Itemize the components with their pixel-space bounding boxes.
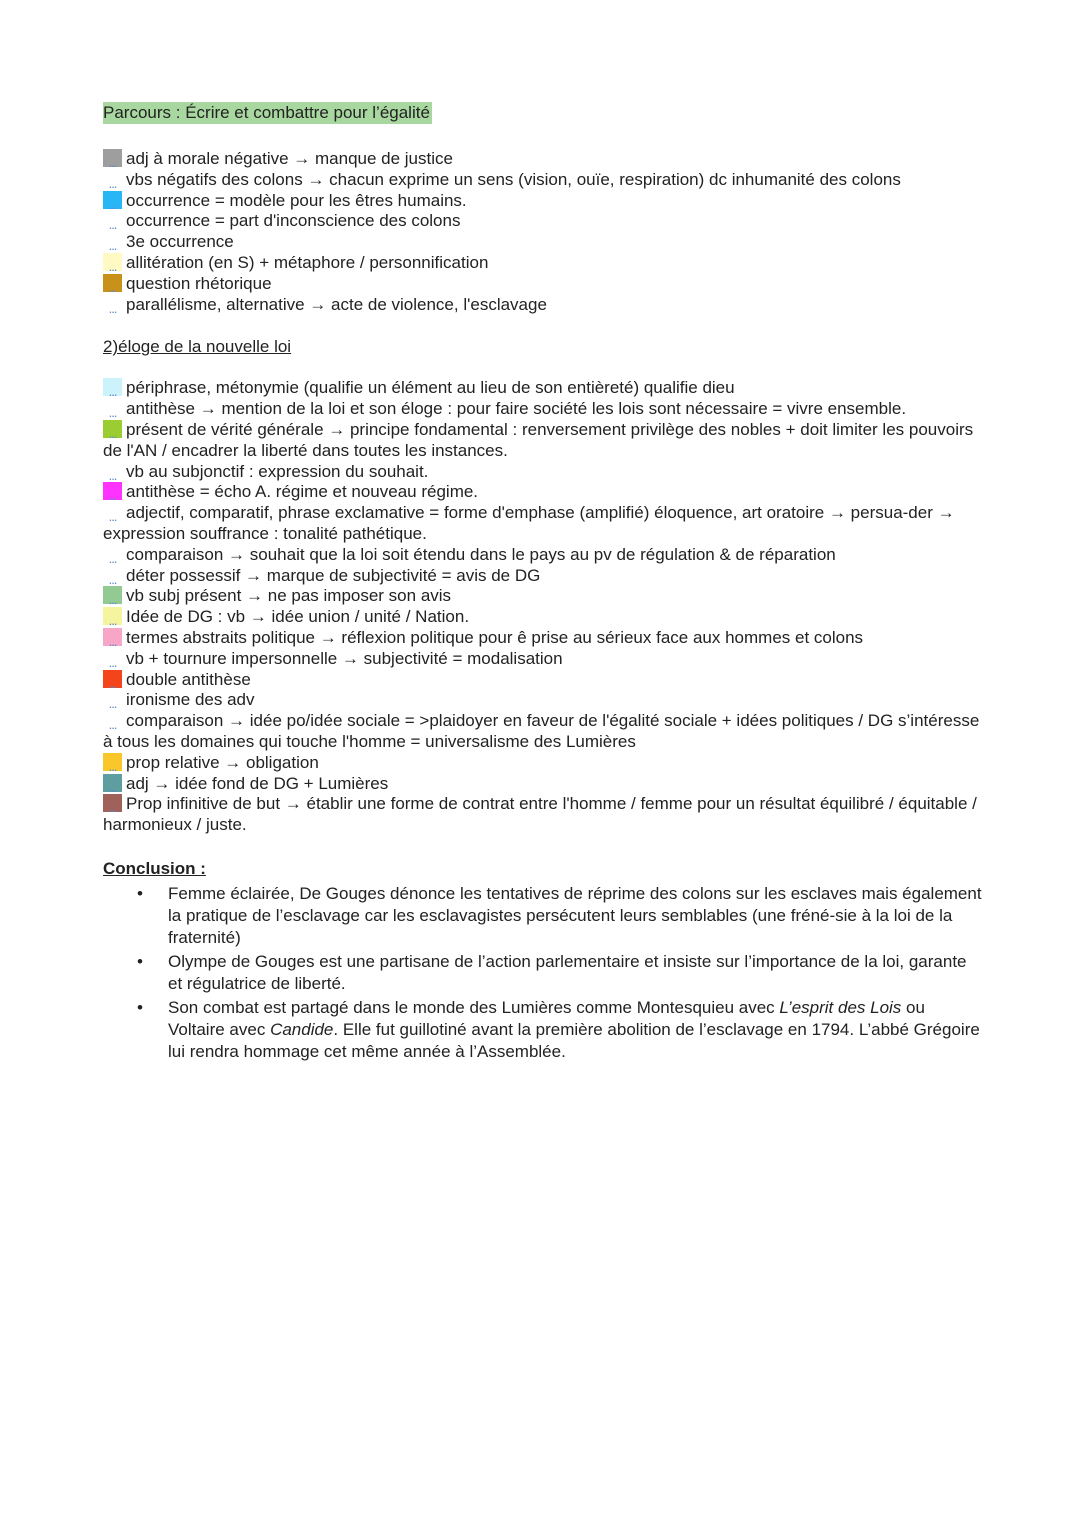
bullet-icon: • — [137, 997, 143, 1017]
analysis-list-2 — [103, 378, 983, 836]
conclusion-text: Femme éclairée, De Gouges dénonce les tentatives de réprime des colons sur les esclaves mais également la pratique de l’esclavage car les esclavagistes persécutent leurs semblables (une fréné-sie à la loi de la fraternité) — [168, 883, 982, 947]
annotation-row — [103, 670, 983, 691]
annotation-row — [103, 607, 983, 628]
annotation-row — [103, 566, 983, 587]
annotation-row — [103, 399, 983, 420]
annotation-row — [103, 295, 983, 316]
highlight-swatch: ... — [108, 509, 117, 525]
annotation-text: antithèse → mention de la loi et son éloge : pour faire société les lois sont nécessaire = vivre ensemble. — [126, 399, 907, 419]
analysis-list-1 — [103, 149, 983, 315]
page-title: Parcours : Écrire et combattre pour l’égalité — [103, 103, 430, 122]
annotation-row — [103, 711, 983, 753]
annotation-row — [103, 794, 983, 836]
annotation-text: adjectif, comparatif, phrase exclamative = forme d'emphase (amplifié) éloquence, art oratoire → persua-der → expression souffrance : tonalité pathétique. — [103, 503, 955, 543]
annotation-row — [103, 211, 983, 232]
highlight-swatch: ... — [103, 774, 122, 792]
conclusion-text: Son combat est partagé dans le monde des Lumières comme Montesquieu avec — [168, 997, 780, 1017]
bullet-icon: • — [137, 883, 143, 903]
highlight-swatch: ... — [103, 420, 122, 438]
conclusion-text: Olympe de Gouges est une partisane de l’action parlementaire et insiste sur l’importance de la loi, garante et régulatrice de liberté. — [168, 951, 967, 993]
highlight-swatch: ... — [108, 467, 117, 483]
annotation-row — [103, 232, 983, 253]
conclusion-text: . Elle fut guillotiné avant la première abolition de l’esclavage en 1794. L’abbé Grégoire lui rendra hommage cet même année à l’Assemblée. — [168, 1019, 980, 1061]
highlight-swatch: ... — [103, 670, 122, 688]
highlight-swatch: ... — [103, 482, 122, 500]
annotation-row — [103, 170, 983, 191]
annotation-row — [103, 649, 983, 670]
annotation-row — [103, 586, 983, 607]
annotation-text: Prop infinitive de but → établir une forme de contrat entre l'homme / femme pour un résultat équilibré / équitable / harmonieux / juste. — [103, 794, 977, 835]
highlight-swatch: ... — [108, 175, 117, 191]
annotation-row — [103, 690, 983, 711]
annotation-text: vb + tournure impersonnelle → subjectivité = modalisation — [126, 648, 563, 668]
annotation-row — [103, 628, 983, 649]
annotation-text: parallélisme, alternative → acte de violence, l'esclavage — [126, 294, 547, 314]
highlight-swatch: ... — [103, 378, 122, 396]
annotation-row — [103, 149, 983, 170]
annotation-row — [103, 462, 983, 483]
annotation-text: vbs négatifs des colons → chacun exprime un sens (vision, ouïe, respiration) dc inhumanité des colons — [126, 169, 901, 189]
annotation-text: vb au subjonctif : expression du souhait. — [126, 461, 429, 481]
highlight-swatch: ... — [103, 274, 122, 292]
highlight-swatch: ... — [103, 586, 122, 604]
conclusion-list — [103, 883, 983, 1063]
annotation-row — [103, 253, 983, 274]
annotation-text: comparaison → idée po/idée sociale = >plaidoyer en faveur de l'égalité sociale + idées politiques / DG s’intéresse à tous les domaines qui touche l'homme = universalisme des Lumières — [103, 711, 980, 751]
annotation-text: comparaison → souhait que la loi soit étendu dans le pays au pv de régulation & de réparation — [126, 544, 836, 564]
highlight-swatch: ... — [103, 753, 122, 771]
highlight-swatch: ... — [108, 550, 117, 566]
annotation-row — [103, 503, 983, 545]
document-page — [103, 102, 983, 1065]
bullet-icon: • — [137, 951, 143, 971]
highlight-swatch: ... — [108, 571, 117, 587]
highlight-swatch: ... — [103, 253, 122, 271]
highlight-swatch: ... — [103, 191, 122, 209]
conclusion-item — [137, 883, 983, 949]
conclusion-text: ou Voltaire avec — [168, 997, 925, 1039]
annotation-text: antithèse = écho A. régime et nouveau régime. — [126, 482, 479, 502]
highlight-swatch: ... — [108, 238, 117, 254]
annotation-row — [103, 378, 983, 399]
annotation-text: adj à morale négative → manque de justice — [126, 149, 453, 168]
highlight-swatch: ... — [108, 654, 117, 670]
italic-title: L’esprit des Lois — [779, 997, 902, 1017]
annotation-text: occurrence = modèle pour les êtres humains. — [126, 190, 467, 210]
annotation-row — [103, 545, 983, 566]
highlight-swatch: ... — [103, 149, 122, 167]
highlight-swatch: ... — [103, 628, 122, 646]
highlight-swatch: ... — [108, 717, 117, 733]
annotation-text: vb subj présent → ne pas imposer son avis — [126, 586, 452, 606]
highlight-swatch: ... — [103, 607, 122, 625]
annotation-row — [103, 482, 983, 503]
annotation-row — [103, 774, 983, 795]
conclusion-item — [137, 951, 983, 995]
highlight-swatch: ... — [108, 217, 117, 233]
annotation-row — [103, 753, 983, 774]
highlight-swatch: ... — [108, 696, 117, 712]
annotation-text: adj → idée fond de DG + Lumières — [126, 773, 389, 793]
conclusion-item — [137, 997, 983, 1063]
annotation-text: Idée de DG : vb → idée union / unité / Nation. — [126, 607, 470, 627]
annotation-text: question rhétorique — [126, 273, 272, 293]
annotation-text: termes abstraits politique → réflexion politique pour ê prise au sérieux face aux hommes et colons — [126, 627, 864, 647]
annotation-text: prop relative → obligation — [126, 752, 319, 772]
annotation-row — [103, 191, 983, 212]
annotation-text: double antithèse — [126, 669, 251, 689]
annotation-row — [103, 274, 983, 295]
annotation-text: présent de vérité générale → principe fondamental : renversement privilège des nobles + doit limiter les pouvoirs de l'AN / encadrer la liberté dans toutes les instances. — [103, 419, 974, 460]
annotation-text: périphrase, métonymie (qualifie un élément au lieu de son entièreté) qualifie dieu — [126, 378, 735, 398]
section-heading: 2)éloge de la nouvelle loi — [103, 337, 292, 357]
annotation-text: occurrence = part d'inconscience des colons — [126, 211, 461, 231]
conclusion-heading: Conclusion : — [103, 858, 206, 878]
highlight-swatch: ... — [108, 300, 117, 316]
italic-title: Candide — [270, 1019, 334, 1039]
annotation-text: allitération (en S) + métaphore / personnification — [126, 252, 489, 272]
highlight-swatch: ... — [103, 794, 122, 812]
annotation-text: déter possessif → marque de subjectivité = avis de DG — [126, 565, 541, 585]
annotation-row — [103, 420, 983, 462]
highlight-swatch: ... — [108, 405, 117, 421]
annotation-text: 3e occurrence — [126, 232, 234, 252]
annotation-text: ironisme des adv — [126, 690, 255, 710]
